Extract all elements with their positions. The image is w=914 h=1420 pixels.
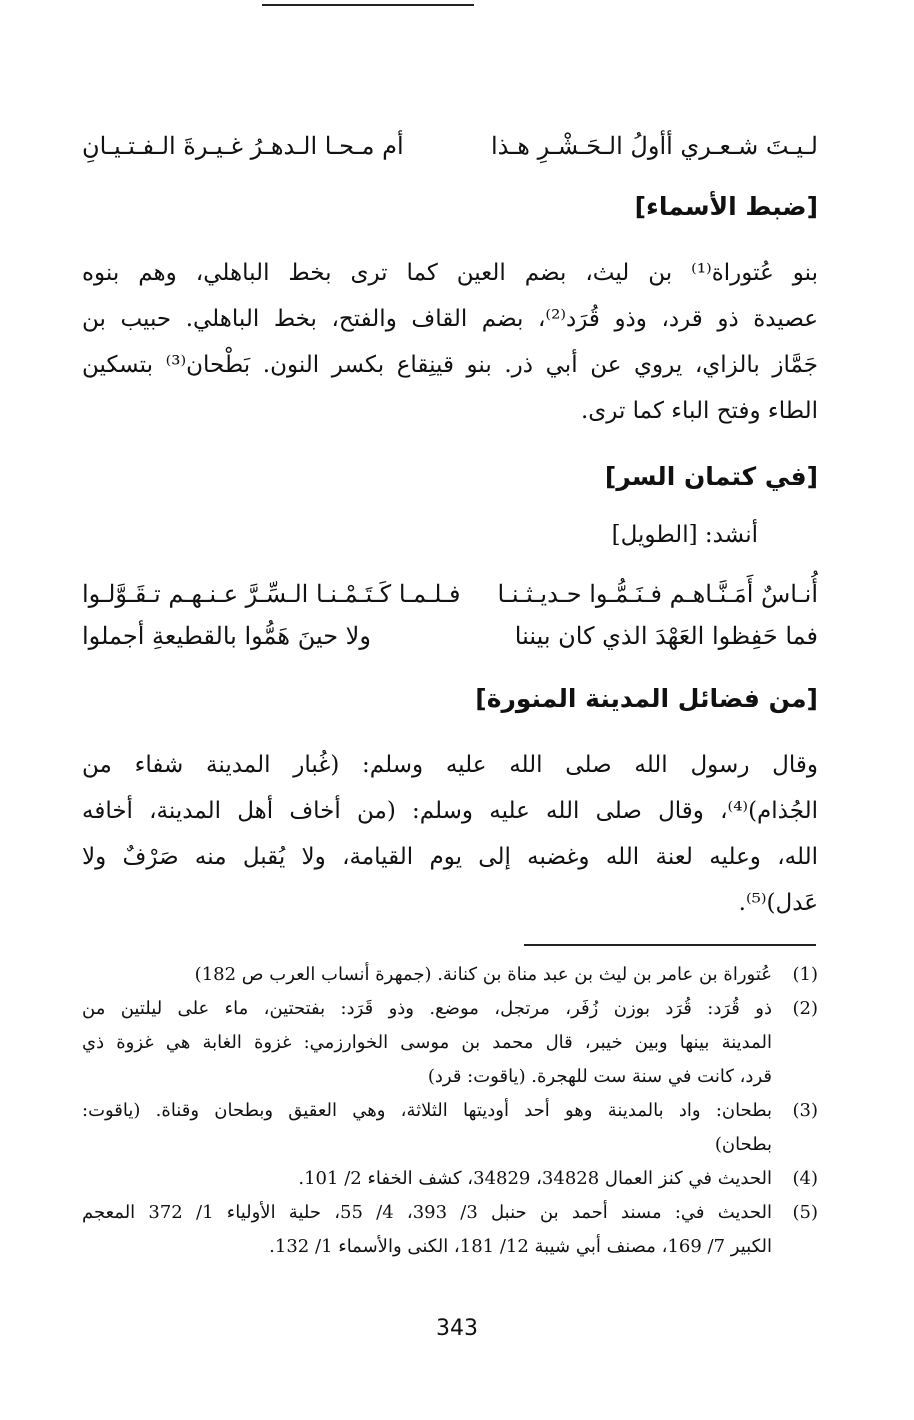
footnote-item bbox=[82, 958, 818, 992]
verse-hemistich-left: ولا حينَ هَمُّوا بالقطيعةِ أجملوا bbox=[82, 622, 371, 650]
footnotes bbox=[82, 958, 818, 1264]
footnote-number: (2) bbox=[792, 998, 818, 1019]
footnote-line: الكبير 7/ 169، مصنف أبي شيبة 12/ 181، الكنى والأسماء 1/ 132. bbox=[269, 1236, 772, 1257]
paragraph-line: الجُذام)⁽⁴⁾، وقال صلى الله عليه وسلم: (من أخاف أهل المدينة، أخافه bbox=[82, 798, 818, 824]
verse-top bbox=[82, 124, 818, 168]
paragraph-names bbox=[82, 250, 818, 434]
section-heading-medina: [من فضائل المدينة المنورة] bbox=[475, 684, 818, 713]
poem-verse bbox=[82, 614, 818, 658]
footnote-number: (5) bbox=[792, 1202, 818, 1223]
section-heading-secret: [في كتمان السر] bbox=[604, 462, 818, 491]
footnote-line: الحديث في: مسند أحمد بن حنبل 3/ 393، 4/ 55، حلية الأولياء 1/ 372 المعجم bbox=[82, 1202, 772, 1223]
verse-hemistich-right: أُنـاسٌ أَمَـنَّـاهـم فـنَـمُّـوا حـديـثـنـا bbox=[497, 580, 818, 608]
footnote-separator bbox=[524, 944, 816, 946]
footnote-item bbox=[82, 1094, 818, 1162]
top-rule bbox=[262, 4, 474, 6]
verse-hemistich-left: فـلـمـا كَـتَـمْـنـا الـسِّـرَّ عـنـهـم تـقَـوَّلـوا bbox=[82, 580, 461, 608]
page-number: 343 bbox=[436, 1316, 478, 1341]
paragraph-line: وقال رسول الله صلى الله عليه وسلم: (غُبار المدينة شفاء من bbox=[82, 752, 818, 778]
footnote-item bbox=[82, 1162, 818, 1196]
paragraph-line: عصيدة ذو قرد، وذو قُرَد⁽²⁾، بضم القاف والفتح، بخط الباهلي. حبيب بن bbox=[82, 306, 818, 332]
footnote-line: بطحان: واد بالمدينة وهو أحد أوديتها الثلاثة، وهي العقيق وبطحان وقناة. (ياقوت: bbox=[82, 1100, 772, 1121]
footnote-line: بطحان) bbox=[714, 1134, 772, 1155]
paragraph-medina bbox=[82, 742, 818, 926]
footnote-line: ذو قُرَد: قُرَد بوزن زُفَر، مرتجل، موضع. وذو قَرَد: بفتحتين، ماء على ليلتين من bbox=[82, 998, 772, 1019]
footnote-line: عُتوراة بن عامر بن ليث بن عبد مناة بن كنانة. (جمهرة أنساب العرب ص 182) bbox=[194, 964, 772, 985]
footnote-number: (4) bbox=[792, 1168, 818, 1189]
paragraph-line: جَمَّاز بالزاي، يروي عن أبي ذر. بنو قينِقاع بكسر النون. بَطْحان⁽³⁾ بتسكين bbox=[82, 352, 818, 378]
paragraph-line: عَدل)⁽⁵⁾. bbox=[738, 890, 818, 916]
poem-verse bbox=[82, 572, 818, 616]
paragraph-line: بنو عُتوراة⁽¹⁾ بن ليث، بضم العين كما ترى بخط الباهلي، وهم بنوه bbox=[82, 260, 818, 286]
paragraph-line: الله، وعليه لعنة الله وغضبه إلى يوم القيامة، ولا يُقبل منه صَرْفٌ ولا bbox=[82, 844, 818, 870]
footnote-line: المدينة بينها وبين خيبر، قال محمد بن موسى الخوارزمي: غزوة الغابة هي غزوة ذي bbox=[82, 1032, 772, 1053]
footnote-item bbox=[82, 992, 818, 1094]
footnote-item bbox=[82, 1196, 818, 1264]
verse-hemistich-right: لـيـتَ شـعـري أأولُ الـحَـشْـرِ هـذا bbox=[490, 132, 818, 160]
poem-meter-label: أنشد: [الطويل] bbox=[611, 522, 758, 548]
footnote-number: (1) bbox=[792, 964, 818, 985]
verse-hemistich-left: أم مـحـا الـدهـرُ غـيـرةَ الـفـتـيـانِ bbox=[82, 132, 404, 160]
footnote-number: (3) bbox=[792, 1100, 818, 1121]
paragraph-line: الطاء وفتح الباء كما ترى. bbox=[580, 398, 818, 424]
section-heading-names: [ضبط الأسماء] bbox=[634, 192, 818, 221]
footnote-line: قرد، كانت في سنة ست للهجرة. (ياقوت: قرد) bbox=[427, 1066, 772, 1087]
footnote-line: الحديث في كنز العمال 34828، 34829، كشف الخفاء 2/ 101. bbox=[298, 1168, 772, 1189]
verse-hemistich-right: فما حَفِظوا العَهْدَ الذي كان بيننا bbox=[514, 622, 818, 650]
